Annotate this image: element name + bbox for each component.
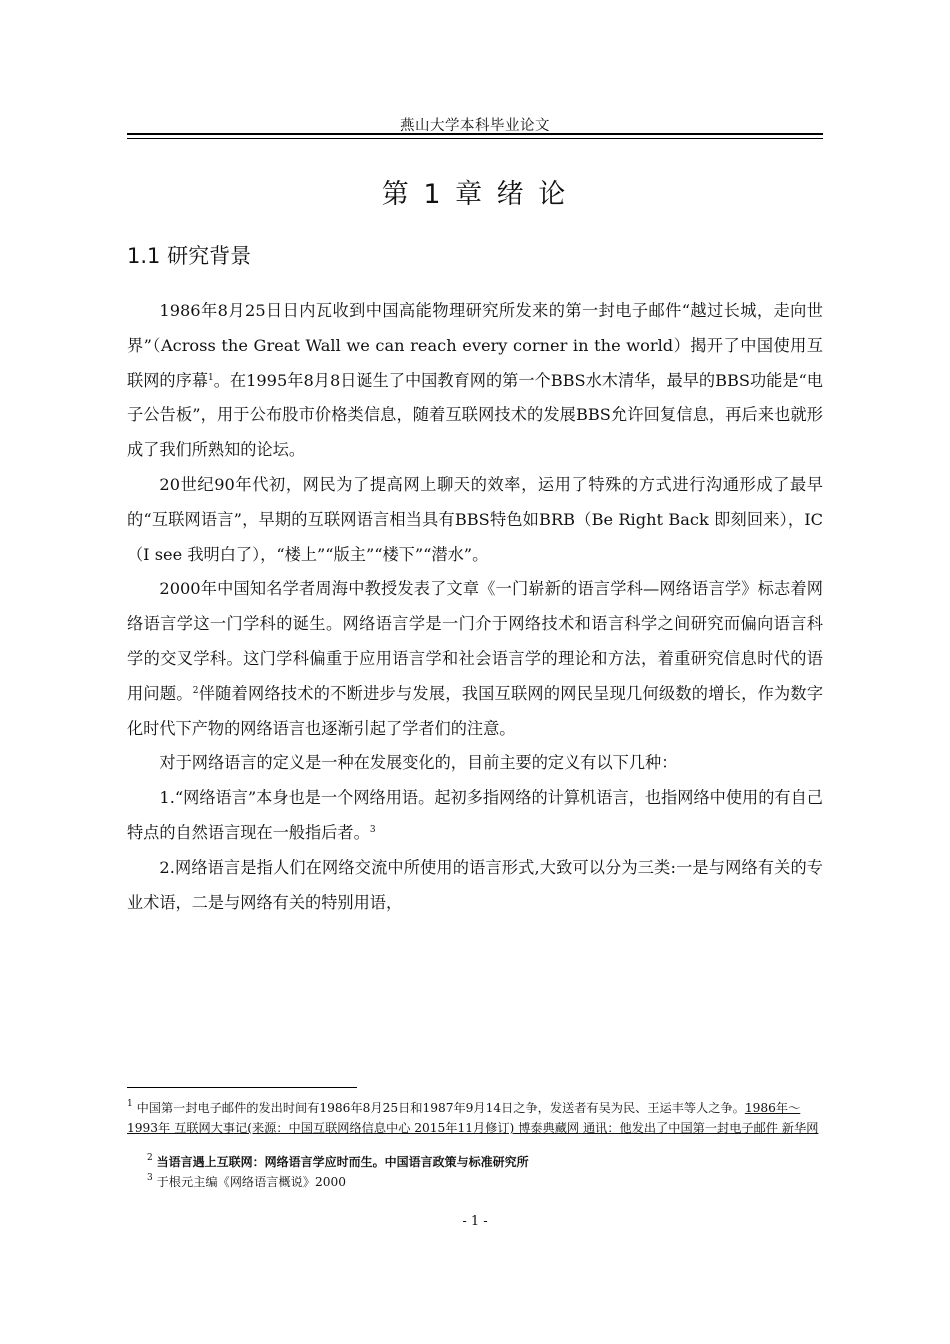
body-text xyxy=(127,294,823,920)
footnote-3-text: 于根元主编《网络语言概说》2000 xyxy=(156,1175,347,1189)
footnote-2 xyxy=(127,1152,823,1172)
paragraph-4: 对于网络语言的定义是一种在发展变化的，目前主要的定义有以下几种： xyxy=(159,753,678,773)
paragraph-5 xyxy=(127,781,823,851)
section-heading: 1.1 研究背景 xyxy=(127,244,252,268)
header-rule-thick xyxy=(127,133,823,135)
footnote-2-text: 当语言遇上互联网：网络语言学应时而生。中国语言政策与标准研究所 xyxy=(156,1155,529,1169)
footnote-1-mark: 1 xyxy=(127,1099,133,1109)
header-rule-thin xyxy=(127,138,823,139)
paragraph-3 xyxy=(127,572,823,746)
footnote-3 xyxy=(127,1172,823,1192)
paragraph-1 xyxy=(127,294,823,468)
footnote-2-mark: 2 xyxy=(147,1153,153,1163)
footnote-3-mark: 3 xyxy=(147,1173,153,1183)
footnote-ref-2[interactable]: 2 xyxy=(192,685,199,696)
paragraph-5-text: 1.“网络语言”本身也是一个网络用语。起初多指网络的计算机语言，也指网络中使用的有自己特点的自然语言现在一般指后者。 xyxy=(127,788,823,842)
paragraph-1-part-a: 1986年8月25日日内瓦收到中国高能物理研究所发来的第一封电子邮件“越过长城，走向世界”（Across the Great Wall we can reach every corner in the world）揭开了中国使用互联网的序幕 xyxy=(127,301,823,390)
footnote-ref-3[interactable]: 3 xyxy=(369,824,376,835)
paragraph-3-part-b: 伴随着网络技术的不断进步与发展，我国互联网的网民呈现几何级数的增长，作为数字化时代下产物的网络语言也逐渐引起了学者们的注意。 xyxy=(127,683,824,738)
paragraph-1-part-b: 。在1995年8月8日诞生了中国教育网的第一个BBS水木清华，最早的BBS功能是“电子公告板”，用于公布股市价格类信息，随着互联网技术的发展BBS允许回复信息，再后来也就形成了我们所熟知的论坛。 xyxy=(127,370,823,460)
footnote-separator xyxy=(127,1087,357,1088)
paragraph-6: 2.网络语言是指人们在网络交流中所使用的语言形式,大致可以分为三类:一是与网络有关的专业术语，二是与网络有关的特别用语， xyxy=(127,857,823,912)
footnote-1-text: 中国第一封电子邮件的发出时间有1986年8月25日和1987年9月14日之争，发送者有吴为民、王运丰等人之争。 xyxy=(136,1101,745,1115)
paragraph-3-part-a: 2000年中国知名学者周海中教授发表了文章《一门崭新的语言学科—网络语言学》标志着网络语言学这一门学科的诞生。网络语言学是一门介于网络技术和语言科学之间研究而偏向语言科学的交叉学科。这门学科偏重于应用语言学和社会语言学的理论和方法，着重研究信息时代的语用问题。 xyxy=(127,579,823,703)
footnotes xyxy=(127,1098,823,1192)
footnote-1 xyxy=(127,1098,823,1138)
footnote-ref-1[interactable]: 1 xyxy=(207,372,214,383)
chapter-title: 第 1 章 绪 论 xyxy=(381,179,569,210)
page-number: - 1 - xyxy=(462,1214,488,1229)
footnote-1-link[interactable]: 1986年～1993年 互联网大事记(来源：中国互联网络信息中心 2015年11月修订) 博泰典藏网 通讯：他发出了中国第一封电子邮件 新华网 xyxy=(127,1101,819,1135)
running-header: 燕山大学本科毕业论文 xyxy=(400,118,550,134)
paragraph-2: 20世纪90年代初，网民为了提高网上聊天的效率，运用了特殊的方式进行沟通形成了最早的“互联网语言”，早期的互联网语言相当具有BBS特色如BRB（Be Right Back 即刻回来），IC（I see 我明白了），“楼上”“版主”“楼下”“潜水”。 xyxy=(127,474,823,564)
